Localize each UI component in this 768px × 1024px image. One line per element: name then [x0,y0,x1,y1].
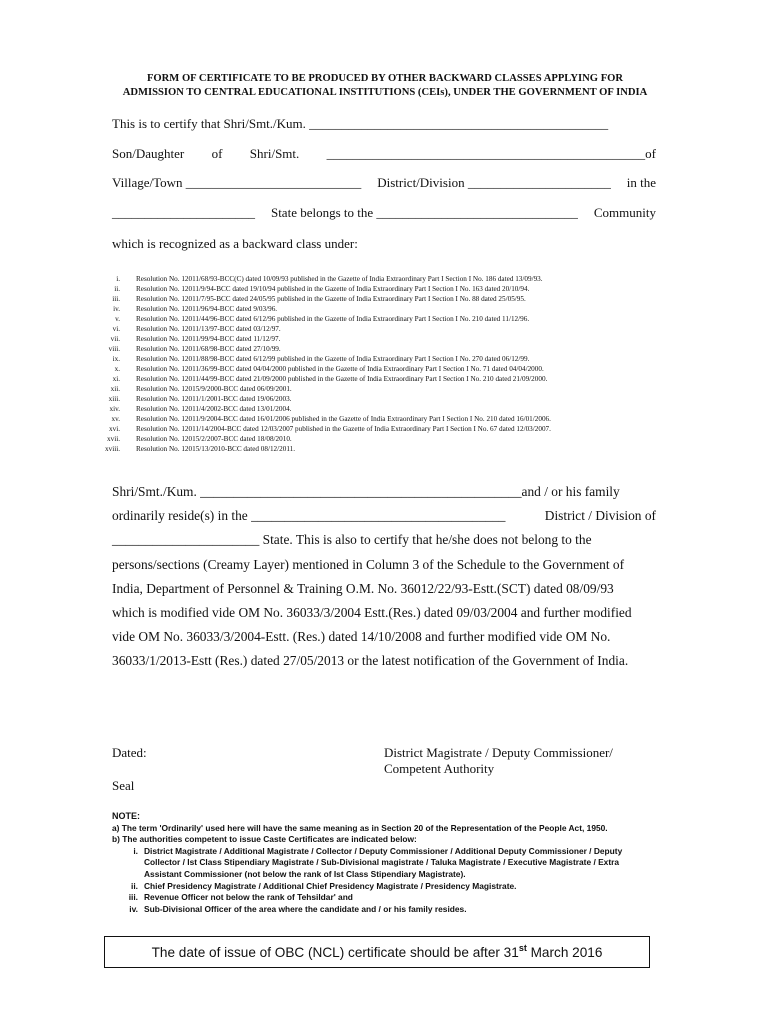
state-belongs-field: State belongs to the _______________________________ [270,205,578,220]
resolution-item [92,344,672,354]
dated-label: Dated: [112,745,147,760]
resolution-number: vi. [112,325,120,333]
resolution-number: xvii. [107,435,120,443]
reside-field: ordinarily reside(s) in the ______________________________________ [112,508,506,524]
resolution-item [92,394,672,404]
seal-label: Seal [112,778,135,793]
resolution-item [92,444,672,454]
notice-superscript: st [518,942,527,953]
shri-smt-label: Shri/Smt. [249,146,300,161]
resolution-number: xiv. [109,405,120,413]
resolution-text: Resolution No. 12011/7/95-BCC dated 24/05/95 published in the Gazette of India Extraordinary Part I Section I No. 88 dated 25/05/95. [136,295,526,303]
parent-line [112,146,656,162]
resolution-number: ix. [112,355,120,363]
note-authority-number [112,857,138,869]
village-line [112,175,656,191]
resolution-number: viii. [108,345,120,353]
resolution-text: Resolution No. 12011/1/2001-BCC dated 19/06/2003. [136,395,292,403]
body-line-2 [112,504,656,528]
certify-line: This is to certify that Shri/Smt./Kum. ______________________________________________ [112,116,609,131]
note-authority-line [112,869,672,881]
note-authority-text: Collector / Ist Class Stipendiary Magistrate / Sub-Divisional magistrate / Taluka Magistrate / Executive Magistrate / Extra [144,857,620,868]
resolution-text: Resolution No. 12011/13/97-BCC dated 03/12/97. [136,325,281,333]
resolution-number: iv. [113,305,120,313]
note-authority-number: ii. [131,880,138,891]
resolution-number: xiii. [108,395,120,403]
issue-date-notice-box [104,936,650,968]
parent-name-blank: _________________________________________________of [326,146,656,161]
note-b: b) The authorities competent to issue Caste Certificates are indicated below: [112,834,417,845]
note-authority-number: iv. [129,903,138,914]
resolution-text: Resolution No. 12011/68/93-BCC(C) dated 10/09/93 published in the Gazette of India Extraordinary Part I Section I No. 186 dated 13/09/93. [136,275,543,283]
body-line-3: ______________________ State. This is also to certify that he/she does not belong to the [112,532,592,548]
note-authority-line [112,904,672,916]
resolution-number: xv. [111,415,120,423]
resolution-item [92,314,672,324]
note-authority-text: Assistant Commissioner (not below the rank of Ist Class Stipendiary Magistrate). [144,868,466,879]
son-daughter-label: Son/Daughter [112,146,185,161]
authority-block [384,745,613,777]
form-title-line-2: ADMISSION TO CENTRAL EDUCATIONAL INSTITUTIONS (CEIs), UNDER THE GOVERNMENT OF INDIA [122,87,648,98]
resolution-text: Resolution No. 12011/68/98-BCC dated 27/10/99. [136,345,281,353]
recognized-line: which is recognized as a backward class under: [112,236,358,251]
resolution-item [92,424,672,434]
in-the-label: in the [626,175,656,190]
body-line-8: 36033/1/2013-Estt (Res.) dated 27/05/2013 or the latest notification of the Government of India. [112,653,629,669]
note-section [112,811,672,915]
body-line-7: vide OM No. 36033/3/2004-Estt. (Res.) dated 14/10/2008 and further modified vide OM No. [112,629,611,645]
resolution-item [92,404,672,414]
resolution-item [92,414,672,424]
note-authority-text: Sub-Divisional Officer of the area where the candidate and / or his family resides. [144,903,467,914]
body-line-4: persons/sections (Creamy Layer) mentioned in Column 3 of the Schedule to the Government of [112,556,625,572]
resolution-number: iii. [112,295,120,303]
form-title [100,72,670,100]
resolution-text: Resolution No. 12011/36/99-BCC dated 04/04/2000 published in the Gazette of India Extraordinary Part I Section I No. 71 dated 04/04/2000. [136,365,544,373]
resolution-number: v. [115,315,120,323]
note-authority-number: i. [133,845,138,856]
notice-text-start: The date of issue of OBC (NCL) certificate should be after 31 [151,944,519,960]
state-line [112,205,656,221]
resolution-item [92,354,672,364]
authority-line-1: District Magistrate / Deputy Commissioner/ [384,745,613,760]
resolution-text: Resolution No. 12015/9/2000-BCC dated 06/09/2001. [136,385,292,393]
resolution-text: Resolution No. 12011/88/98-BCC dated 6/12/99 published in the Gazette of India Extraordinary Part I Section I No. 270 dated 06/12/99. [136,355,530,363]
resolution-text: Resolution No. 12011/96/94-BCC dated 9/03/96. [136,305,278,313]
note-a: a) The term 'Ordinarily' used here will have the same meaning as in Section 20 of the Representation of the People Act, 1950. [112,822,608,833]
resolution-number: i. [116,275,120,283]
village-town-field: Village/Town ___________________________ [112,175,362,190]
note-authority-number [112,869,138,881]
resolution-item [92,434,672,444]
of-label: of [211,146,223,161]
notice-text-end: March 2016 [526,944,603,960]
note-authority-line [112,892,672,904]
resolution-item [92,364,672,374]
resolution-number: x. [114,365,120,373]
resolution-item [92,334,672,344]
resolutions-list [92,274,672,454]
community-label: Community [593,205,656,220]
body-line-1: Shri/Smt./Kum. ________________________________________________and / or his family [112,484,620,499]
resolution-text: Resolution No. 12011/4/2002-BCC dated 13/01/2004. [136,405,292,413]
body-line-5: India, Department of Personnel & Training O.M. No. 36012/22/93-Estt.(SCT) dated 08/09/93 [112,580,614,596]
form-title-line-1: FORM OF CERTIFICATE TO BE PRODUCED BY OTHER BACKWARD CLASSES APPLYING FOR [146,73,624,84]
state-blank: ______________________ [112,205,255,220]
resolution-item [92,374,672,384]
note-authority-text: Chief Presidency Magistrate / Additional Chief Presidency Magistrate / Presidency Magistrate. [144,880,517,891]
note-authority-text: Revenue Officer not below the rank of Tehsildar' and [144,892,353,903]
resolution-item [92,294,672,304]
resolution-text: Resolution No. 12015/2/2007-BCC dated 18/08/2010. [136,435,292,443]
resolution-item [92,384,672,394]
resolution-number: xvi. [109,425,120,433]
resolution-number: xviii. [105,445,120,453]
certificate-body [112,480,656,674]
note-title: NOTE: [112,811,140,821]
resolution-item [92,324,672,334]
resolution-number: ii. [114,285,120,293]
authority-line-2: Competent Authority [384,761,495,776]
resolution-text: Resolution No. 12011/9/2004-BCC dated 16/01/2006 published in the Gazette of India Extraordinary Part I Section I No. 210 dated 16/01/2006. [136,415,551,423]
note-authority-line [112,881,672,893]
resolution-number: vii. [110,335,120,343]
district-division-label: District / Division of [544,508,656,524]
resolution-text: Resolution No. 12011/9/94-BCC dated 19/10/94 published in the Gazette of India Extraordinary Part I Section I No. 163 dated 20/10/94. [136,285,530,293]
resolution-item [92,274,672,284]
resolution-text: Resolution No. 12011/14/2004-BCC dated 12/03/2007 published in the Gazette of India Extraordinary Part I Section I No. 67 dated 12/03/2007. [136,425,551,433]
note-authority-number: iii. [128,892,138,903]
note-authority-list [112,846,672,916]
resolution-text: Resolution No. 12011/44/96-BCC dated 6/12/96 published in the Gazette of India Extraordinary Part I Section I No. 210 dated 11/12/96. [136,315,530,323]
note-authority-text: District Magistrate / Additional Magistrate / Collector / Deputy Commissioner / Additional Deputy Commissioner / Deputy [144,845,623,856]
issue-date-notice [151,942,603,960]
note-authority-line [112,857,672,869]
resolution-text: Resolution No. 12015/13/2010-BCC dated 08/12/2011. [136,445,296,453]
resolution-number: xi. [112,375,120,383]
resolution-number: xii. [110,385,120,393]
resolution-item [92,284,672,294]
resolution-text: Resolution No. 12011/44/99-BCC dated 21/09/2000 published in the Gazette of India Extraordinary Part I Section I No. 210 dated 21/09/2000. [136,375,548,383]
body-line-6: which is modified vide OM No. 36033/3/2004 Estt.(Res.) dated 09/03/2004 and further modified [112,605,632,621]
resolution-item [92,304,672,314]
resolution-text: Resolution No. 12011/99/94-BCC dated 11/12/97. [136,335,281,343]
note-authority-line [112,846,672,858]
district-division-field: District/Division ______________________ [377,175,611,190]
